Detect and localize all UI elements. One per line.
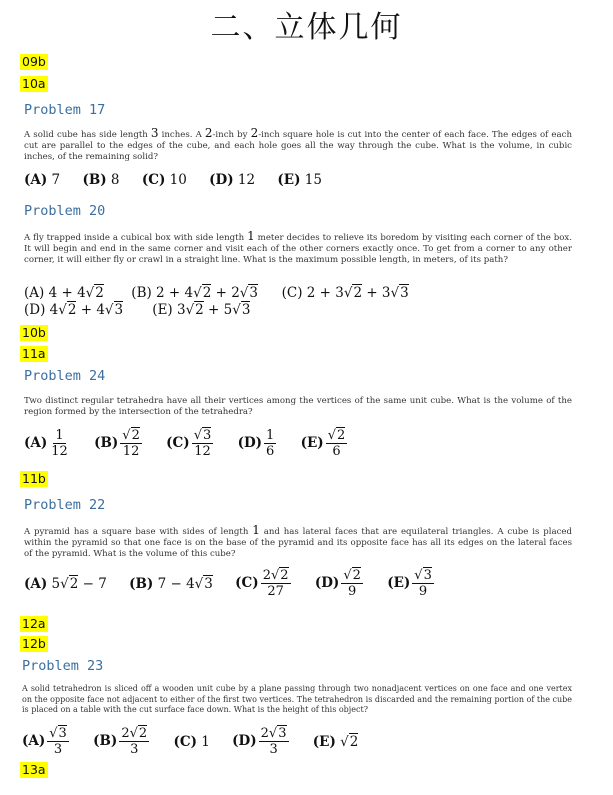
section-tag-12b: 12b <box>22 636 46 651</box>
problem-20-title: Problem 20 <box>24 203 106 219</box>
problem-20-text: A fly trapped inside a cubical box with side length 1 meter decides to relieve its boredom by visiting each corner of the box. It will begin and end in the same corner and visit each of the other corners exactly once. To get from a corner to any other corner, it will either fly or crawl in a straight line. What is the maximum possible length, in meters, of its path? <box>24 229 573 265</box>
problem-23-text: A solid tetrahedron is sliced off a wooden unit cube by a plane passing through two nonadjacent vertices on one face and one vertex on the opposite face not adjacent to either of the first two vertices. The tetrahedron is discarded and the remaining portion of the cube is placed on a table with the cut surface face down. What is the height of this object? <box>22 684 572 714</box>
problem-20-choices: (A) 4 + 4√2 (B) 2 + 4√2 + 2√3 (C) 2 + 3√2 + 3√3 (D) 4√2 + 4√3 (E) 3√2 + 5√3 <box>24 285 409 318</box>
section-tag-10b: 10b <box>22 325 46 340</box>
section-tag-09b: 09b <box>22 54 46 69</box>
problem-24-choices: (A) $\frac{1}{12}$ (B) $\frac{√2}{12}$ (C) $\frac{√3}{12}$ (D) $\frac{1}{6}$ (E) $\frac{√2}{6}$ <box>24 428 346 459</box>
problem-22-title: Problem 22 <box>24 497 106 513</box>
section-tag-10a: 10a <box>22 76 46 91</box>
problem-17-title: Problem 17 <box>24 102 106 118</box>
section-tag-11a: 11a <box>22 346 46 361</box>
page-title: 二、立体几何 <box>210 10 403 45</box>
problem-22-choices: (A) 5√2 − 7 (B) 7 − 4√3 (C) $\frac{2√2}{27}$ (D) $\frac{√2}{9}$ (E) $\frac{√3}{9}$ <box>24 568 432 599</box>
section-tag-12a: 12a <box>22 616 46 631</box>
problem-24-text: Two distinct regular tetrahedra have all their vertices among the vertices of the same unit cube. What is the volume of the region formed by the intersection of the tetrahedra? <box>24 396 572 417</box>
problem-17-choices: (A) 7 (B) 8 (C) 10 (D) 12 (E) 15 <box>24 171 322 188</box>
problem-17-text: A solid cube has side length 3 inches. A 2-inch by 2-inch square hole is cut into the center of each face. The edges of each cut are parallel to the edges of the cube, and each hole goes all the way through the cube. What is the volume, in cubic inches, of the remaining solid? <box>24 126 572 162</box>
section-tag-13a: 13a <box>22 762 46 777</box>
problem-23-choices: (A) $\frac{√3}{3}$ (B) $\frac{2√2}{3}$ (C) 1 (D) $\frac{2√3}{3}$ (E) √2 <box>22 726 359 757</box>
problem-24-title: Problem 24 <box>24 368 106 384</box>
problem-22-text: A pyramid has a square base with sides of length 1 and has lateral faces that are equilateral triangles. A cube is placed within the pyramid so that one face is on the base of the pyramid and its opposite face has all its edges on the lateral faces of the pyramid. What is the volume of this cube? <box>24 523 572 559</box>
section-tag-11b: 11b <box>22 471 46 486</box>
problem-23-title: Problem 23 <box>22 658 104 674</box>
